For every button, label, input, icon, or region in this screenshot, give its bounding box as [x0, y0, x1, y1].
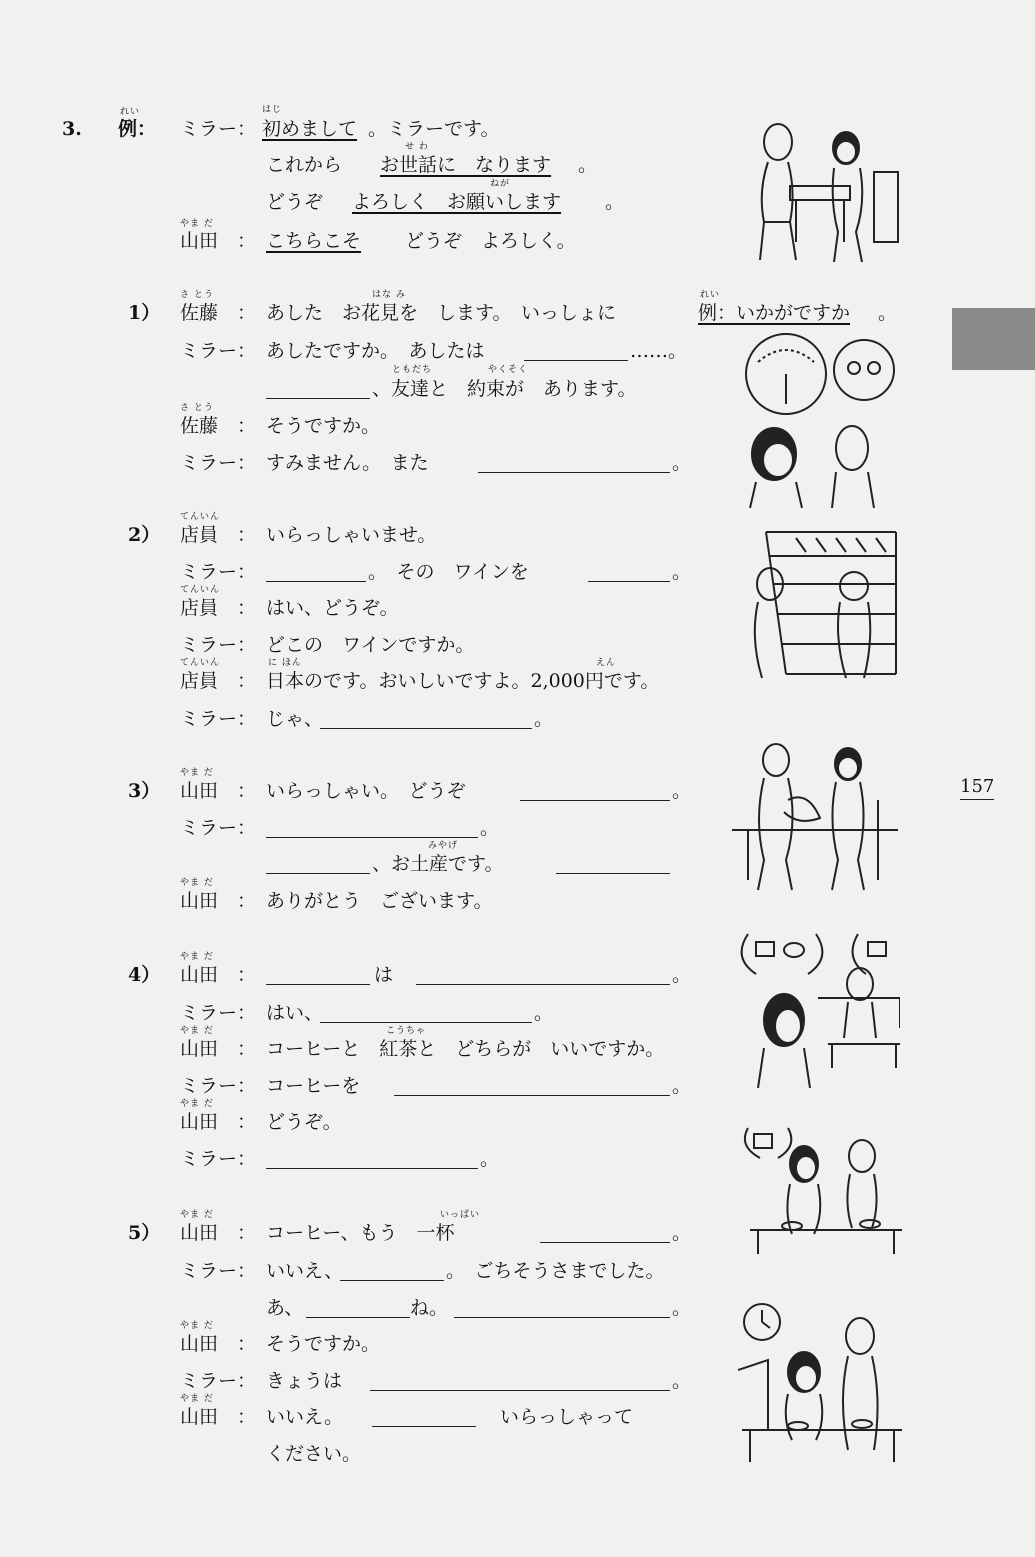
chapter-tab: [952, 308, 1035, 370]
answer-blank[interactable]: [266, 837, 478, 838]
exercise-number: 3.: [62, 118, 82, 140]
furigana: てんいん: [180, 512, 221, 522]
furigana: やま だ: [180, 219, 214, 229]
dialogue-text: はい、: [266, 1002, 324, 1024]
furigana: いっぱい: [440, 1210, 481, 1220]
furigana: ともだち: [392, 365, 433, 375]
furigana: さ とう: [180, 403, 214, 413]
speaker-clerk: 店員 ：: [180, 597, 257, 619]
page-number: 157: [960, 776, 994, 800]
furigana: れい: [120, 107, 141, 117]
dialogue-text: 。: [480, 1148, 500, 1170]
example-answer: こちらこそ: [266, 230, 362, 252]
furigana: えん: [596, 658, 617, 668]
answer-blank[interactable]: [416, 984, 670, 985]
answer-blank[interactable]: [340, 1280, 444, 1281]
dialogue-text: いいえ。: [266, 1406, 344, 1428]
furigana: てんいん: [180, 658, 221, 668]
question-number: 5）: [128, 1222, 161, 1244]
speaker-yamada: 山田 ：: [180, 780, 257, 802]
furigana: やま だ: [180, 1321, 214, 1331]
furigana: やま だ: [180, 1099, 214, 1109]
answer-blank[interactable]: [372, 1426, 476, 1427]
furigana: やくそく: [488, 365, 529, 375]
answer-blank[interactable]: [370, 1390, 670, 1391]
dialogue-text: これから: [266, 154, 343, 176]
speaker-miller: ミラー：: [180, 1148, 257, 1170]
dialogue-text: ありがとう ございます。: [266, 890, 493, 912]
speaker-miller: ミラー：: [180, 452, 257, 474]
dialogue-text: きょうは: [266, 1370, 343, 1392]
dialogue-text: どうぞ: [266, 191, 324, 213]
speaker-miller: ミラー：: [180, 1002, 257, 1024]
answer-blank[interactable]: [320, 728, 532, 729]
speaker-yamada: 山田 ：: [180, 1038, 257, 1060]
furigana: やま だ: [180, 1026, 214, 1036]
question-number: 3）: [128, 780, 161, 802]
dialogue-text: 。 ごちそうさまでした。: [446, 1260, 665, 1282]
answer-blank[interactable]: [524, 360, 628, 361]
dialogue-text: 。: [578, 154, 598, 176]
furigana: に ほん: [268, 658, 302, 668]
example-answer: お世話に なります: [380, 154, 552, 176]
furigana: みやげ: [428, 841, 459, 851]
answer-blank[interactable]: [266, 581, 366, 582]
speaker-miller: ミラー：: [180, 634, 257, 656]
illustration-hanami: [728, 332, 898, 508]
dialogue-text: 。: [672, 964, 692, 986]
dialogue-text: 。: [878, 302, 898, 324]
dialogue-text: いらっしゃいませ。: [266, 524, 437, 546]
answer-blank[interactable]: [588, 581, 670, 582]
example-label: 例：: [118, 118, 157, 140]
dialogue-text: どこの ワインですか。: [266, 634, 475, 656]
illustration-coffee-tea: [728, 928, 900, 1088]
answer-blank[interactable]: [394, 1095, 670, 1096]
speaker-miller: ミラー：: [180, 1075, 257, 1097]
dialogue-text: 。ミラーです。: [368, 118, 500, 140]
illustration-coffee-refill: [738, 1124, 902, 1254]
furigana: やま だ: [180, 768, 214, 778]
illustration-visit: [728, 740, 900, 892]
dialogue-text: どうぞ よろしく。: [405, 230, 576, 252]
speaker-yamada: 山田 ：: [180, 1222, 257, 1244]
speaker-sato: 佐藤 ：: [180, 302, 257, 324]
answer-blank[interactable]: [454, 1317, 670, 1318]
furigana: はな み: [372, 290, 406, 300]
answer-blank[interactable]: [306, 1317, 410, 1318]
speaker-yamada: 山田 ：: [180, 230, 257, 252]
question-number: 1）: [128, 302, 161, 324]
furigana: せ わ: [405, 142, 429, 152]
dialogue-text: あ、: [266, 1297, 304, 1319]
dialogue-text: じゃ、: [266, 708, 324, 730]
speaker-miller: ミラー：: [180, 340, 257, 362]
answer-blank[interactable]: [556, 873, 670, 874]
furigana: やま だ: [180, 1394, 214, 1404]
answer-blank[interactable]: [266, 398, 370, 399]
question-number: 4）: [128, 964, 161, 986]
speaker-miller: ミラー：: [180, 708, 257, 730]
dialogue-text: ね。: [410, 1297, 449, 1319]
speaker-yamada: 山田 ：: [180, 1333, 257, 1355]
furigana: ねが: [490, 179, 511, 189]
dialogue-text: 。: [534, 1002, 554, 1024]
illustration-greeting: [738, 112, 900, 268]
dialogue-text: あしたですか。 あしたは: [266, 340, 485, 362]
dialogue-text: はい、どうぞ。: [266, 597, 399, 619]
speaker-miller: ミラー：: [180, 118, 257, 140]
dialogue-text: 日本のです。おいしいですよ。2,000円です。: [266, 670, 660, 692]
furigana: こうちゃ: [386, 1026, 427, 1036]
dialogue-text: ください。: [266, 1443, 362, 1465]
furigana: やま だ: [180, 878, 214, 888]
speaker-sato: 佐藤 ：: [180, 415, 257, 437]
dialogue-text: どうぞ。: [266, 1111, 342, 1133]
speaker-miller: ミラー：: [180, 1370, 257, 1392]
answer-blank[interactable]: [478, 472, 670, 473]
answer-blank[interactable]: [520, 800, 670, 801]
dialogue-text: あした お花見を します。 いっしょに: [266, 302, 616, 324]
answer-blank[interactable]: [266, 873, 370, 874]
answer-blank[interactable]: [266, 984, 370, 985]
dialogue-text: 。: [480, 817, 500, 839]
dialogue-text: 。: [672, 561, 692, 583]
dialogue-text: 。: [605, 191, 625, 213]
example-answer: 初めまして: [262, 118, 358, 140]
dialogue-text: 。: [534, 708, 554, 730]
dialogue-text: いらっしゃって: [500, 1406, 634, 1428]
furigana: てんいん: [180, 585, 221, 595]
furigana: はじ: [262, 105, 283, 115]
speaker-miller: ミラー：: [180, 1260, 257, 1282]
speaker-yamada: 山田 ：: [180, 964, 257, 986]
furigana: やま だ: [180, 952, 214, 962]
dialogue-text: 。: [672, 452, 692, 474]
dialogue-text: いらっしゃい。 どうぞ: [266, 780, 466, 802]
dialogue-text: 。 その ワインを: [368, 561, 529, 583]
answer-blank[interactable]: [320, 1022, 532, 1023]
dialogue-text: すみません。 また: [266, 452, 429, 474]
dialogue-text: 。: [672, 1297, 692, 1319]
dialogue-text: 。: [672, 1370, 692, 1392]
speaker-yamada: 山田 ：: [180, 890, 257, 912]
speaker-miller: ミラー：: [180, 561, 257, 583]
dialogue-text: 、友達と 約束が あります。: [372, 378, 637, 400]
dialogue-text: 。: [672, 780, 692, 802]
example-answer: 例：いかがですか: [698, 302, 851, 324]
speaker-miller: ミラー：: [180, 817, 257, 839]
dialogue-text: ……。: [630, 340, 688, 362]
dialogue-text: コーヒーを: [266, 1075, 361, 1097]
answer-blank[interactable]: [266, 1168, 478, 1169]
dialogue-text: そうですか。: [266, 1333, 381, 1355]
dialogue-text: コーヒー、もう 一杯: [266, 1222, 455, 1244]
illustration-leaving: [738, 1300, 902, 1462]
furigana: れい: [700, 290, 721, 300]
answer-blank[interactable]: [540, 1242, 670, 1243]
speaker-clerk: 店員 ：: [180, 524, 257, 546]
question-number: 2）: [128, 524, 161, 546]
dialogue-text: コーヒーと 紅茶と どちらが いいですか。: [266, 1038, 665, 1060]
dialogue-text: 。: [672, 1075, 692, 1097]
illustration-wine-shop: [736, 528, 898, 690]
dialogue-text: そうですか。: [266, 415, 381, 437]
speaker-clerk: 店員 ：: [180, 670, 257, 692]
speaker-yamada: 山田 ：: [180, 1111, 257, 1133]
furigana: さ とう: [180, 290, 214, 300]
dialogue-text: いいえ、: [266, 1260, 344, 1282]
dialogue-text: 、お土産です。: [372, 853, 504, 875]
speaker-yamada: 山田 ：: [180, 1406, 257, 1428]
example-answer: よろしく お願いします: [352, 191, 562, 213]
dialogue-text: は: [374, 964, 394, 986]
furigana: やま だ: [180, 1210, 214, 1220]
dialogue-text: 。: [672, 1222, 692, 1244]
